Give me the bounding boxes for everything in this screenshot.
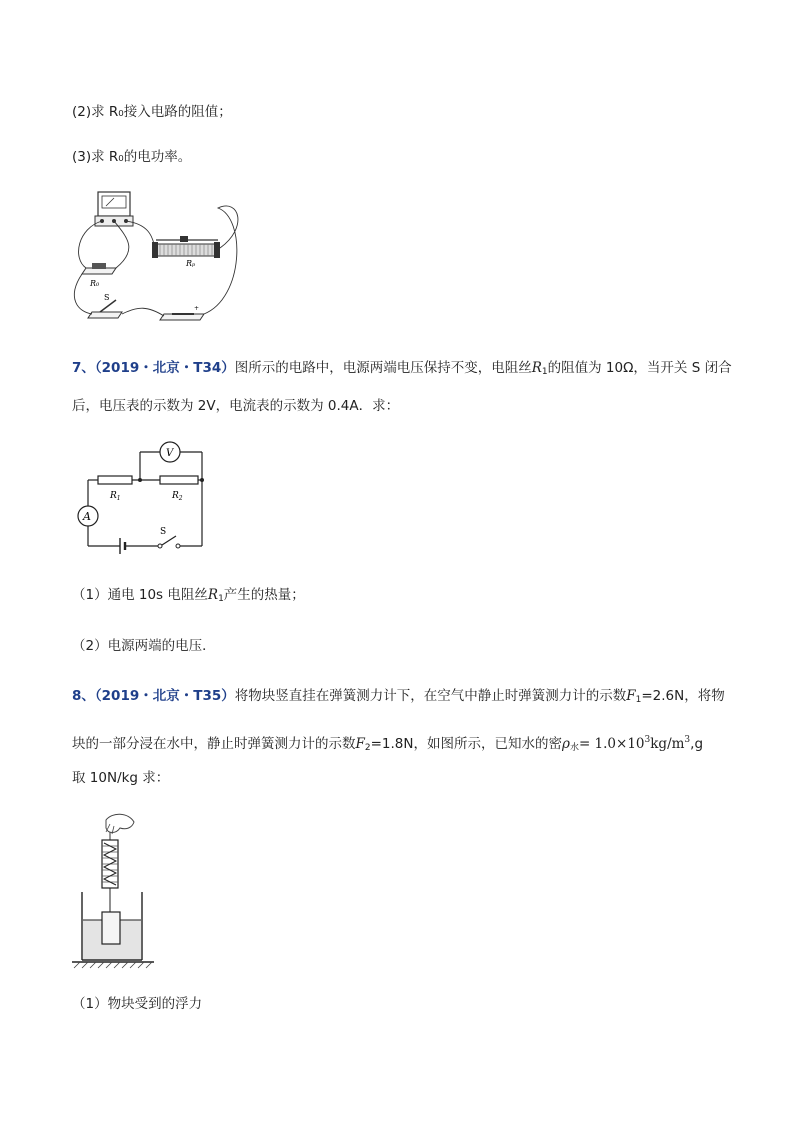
svg-text:R1 — [109, 491, 121, 502]
q7-r1-var: R — [531, 360, 542, 376]
q8-stem-text: 将物块竖直挂在弹簧测力计下，在空气中静止时弹簧测力计的示数 — [234, 688, 627, 704]
q7-circuit-diagram — [72, 438, 208, 548]
q7-part-1-sub: 1 — [218, 594, 224, 604]
q7-r1-sub: 1 — [541, 367, 548, 377]
q7-part-1-text-b: 产生的热量； — [223, 587, 305, 603]
fig-r2-sub: 2 — [178, 495, 183, 502]
fig-rp-label: Rₚ — [186, 259, 196, 268]
fig-switch-label: S — [160, 527, 167, 537]
q8-stem-line-3: 取 10N/kg 求： — [72, 770, 170, 786]
q8-f2-sub: 2 — [364, 743, 371, 753]
q7-stem-text-b: 的阻值为 10Ω，当开关 S 闭合 — [547, 360, 732, 376]
fig-voltmeter-label: V — [166, 448, 174, 459]
q7-stem-line-2: 后，电压表的示数为 2V，电流表的示数为 0.4A．求： — [72, 398, 400, 414]
q8-part-1: （1）物块受到的浮力 — [72, 996, 203, 1012]
q7-part-1-text: （1）通电 10s 电阻丝 — [72, 587, 208, 603]
q7-part-1 — [72, 585, 305, 609]
q6-part-2: (2)求 R₀接入电路的阻值； — [72, 104, 232, 120]
fig-r2-label: R — [172, 491, 179, 501]
q8-number: 8、 — [72, 688, 95, 704]
q8-f2-value: =1.8N，如图所示，已知水的密 — [370, 736, 562, 752]
q7-number: 7、 — [72, 360, 95, 376]
fig-r0-label: R₀ — [90, 279, 100, 288]
q8-rho-expression: = $1.0\times 10^3kg/m^3$ — [578, 735, 691, 752]
q6-circuit-figure — [68, 188, 248, 328]
q7-stem-text: 图所示的电路中，电源两端电压保持不变，电阻丝 — [234, 360, 532, 376]
svg-text:+: + — [194, 305, 200, 312]
q6-part-3: (3)求 R₀的电功率。 — [72, 149, 192, 165]
fig-r1-label: R — [110, 491, 117, 501]
q7-source: （2019・北京・T34） — [94, 360, 235, 376]
q7-part-2: （2）电源两端的电压． — [72, 638, 216, 654]
fig-r1-sub: 1 — [116, 495, 121, 502]
q8-stem-line-1 — [72, 686, 725, 710]
q8-rho-symbol: ρ — [562, 736, 570, 752]
q8-f2-var: F — [355, 736, 365, 752]
fig-s-label: S — [104, 293, 110, 302]
q8-stem-line-2 — [72, 730, 703, 758]
q8-buoyancy-figure — [72, 812, 162, 972]
q7-part-1-var: R — [207, 587, 219, 603]
q8-line-2-text: 块的一部分浸在水中，静止时弹簧测力计的示数 — [72, 736, 356, 752]
q8-line-2-end: ,g — [690, 736, 704, 752]
q8-f1-var: F — [626, 688, 636, 704]
q8-rho-sub: 水 — [569, 743, 579, 753]
q7-stem-line-1 — [72, 358, 732, 382]
fig-ammeter-label: A — [83, 510, 91, 523]
q8-f1-value: =2.6N，将物 — [641, 688, 725, 704]
q8-f1-sub: 1 — [635, 695, 642, 705]
q8-source: （2019・北京・T35） — [94, 688, 235, 704]
svg-text:R2 — [171, 491, 183, 502]
